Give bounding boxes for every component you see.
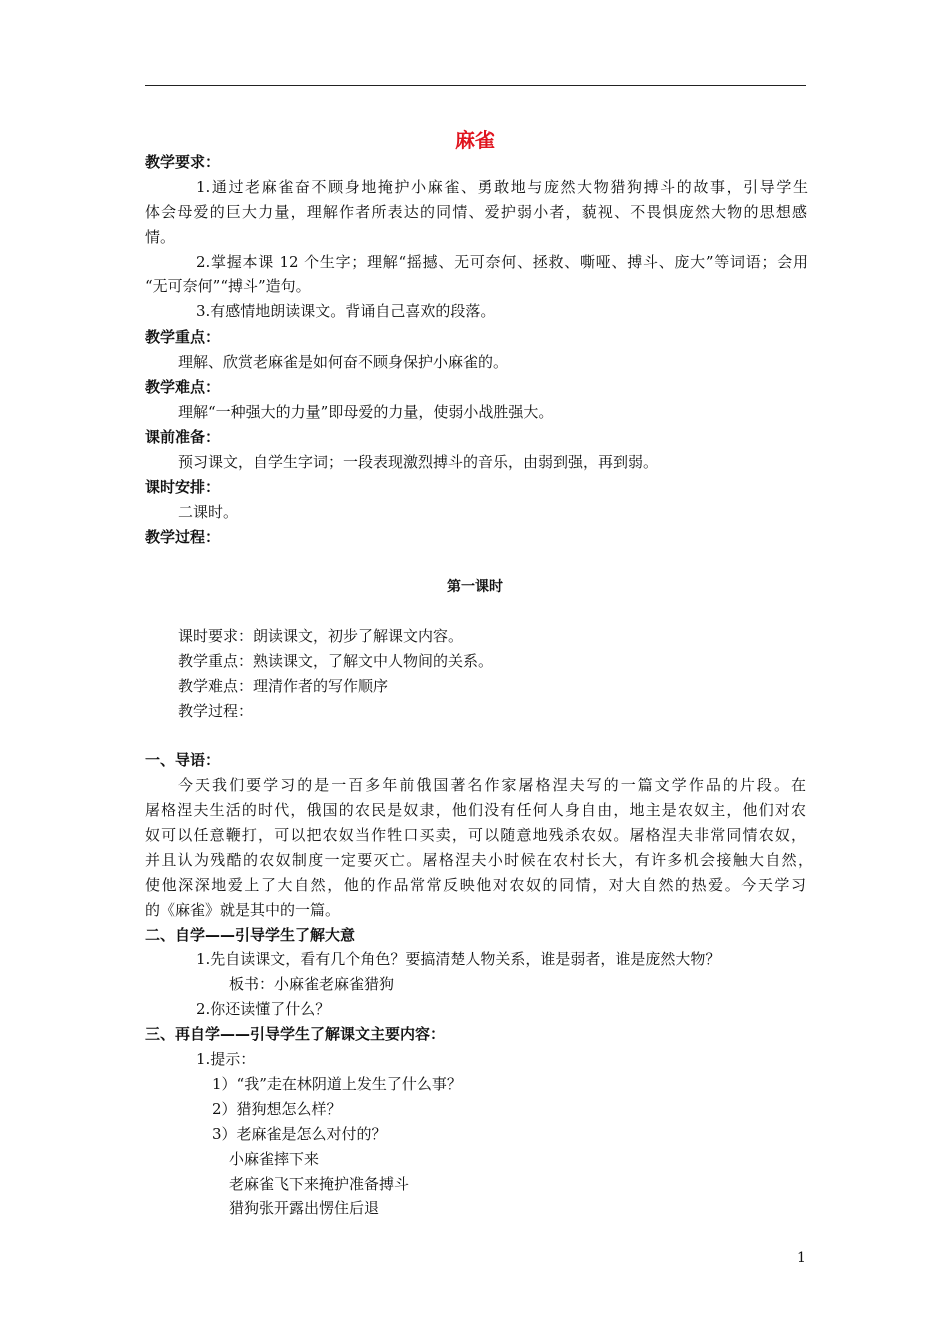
question-2: 2）猎狗想怎么样？ [212,1100,342,1118]
section-2-item-1: 1.先自读课文，看有几个角色？要搞清楚人物关系，谁是弱者，谁是庞然大物？ [196,950,721,968]
preparation-text: 预习课文，自学生字词；一段表现激烈搏斗的音乐，由弱到强，再到弱。 [178,453,659,471]
answer-line: 老麻雀飞下来掩护准备搏斗 [229,1175,410,1193]
page-number: 1 [797,1250,806,1266]
lesson-1-line: 课时要求：朗读课文，初步了解课文内容。 [178,627,464,645]
key-point-text: 理解、欣赏老麻雀是如何奋不顾身保护小麻雀的。 [178,353,509,371]
section-1-heading: 一、导语： [145,751,221,769]
section-1-line: 屠格涅夫生活的时代，俄国的农民是奴隶，他们没有任何人身自由，地主是农奴主，他们对农 [145,801,806,819]
lesson-1-line: 教学重点：熟读课文，了解文中人物间的关系。 [178,652,494,670]
difficulty-text: 理解“一种强大的力量”即母爱的力量，使弱小战胜强大。 [178,403,554,421]
section-1-line: 奴可以任意鞭打，可以把农奴当作牲口买卖，可以随意地残杀农奴。屠格涅夫非常同情农奴， [145,826,806,844]
goal-2-line-2: “无可奈何”“搏斗”造句。 [145,277,311,295]
process-heading: 教学过程： [145,528,221,546]
schedule-text: 二课时。 [178,503,239,521]
question-3: 3）老麻雀是怎么对付的？ [212,1125,387,1143]
section-1-line: 使他深深地爱上了大自然，他的作品常常反映他对农奴的同情，对大自然的热爱。今天学习 [145,876,806,894]
goals-heading: 教学要求： [145,153,221,171]
board-notes: 板书：小麻雀老麻雀猎狗 [229,975,395,993]
answer-line: 猎狗张开露出愣住后退 [229,1199,380,1217]
schedule-heading: 课时安排： [145,478,221,496]
lesson-1-heading: 第一课时 [447,579,503,595]
lesson-1-line: 教学过程： [178,702,254,720]
question-1: 1）“我”走在林阴道上发生了什么事？ [212,1075,462,1093]
goal-3: 3.有感情地朗读课文。背诵自己喜欢的段落。 [196,302,496,320]
lesson-1-line: 教学难点：理清作者的写作顺序 [178,677,389,695]
section-3-hint: 1.提示： [196,1050,256,1068]
goal-1-line-1: 1.通过老麻雀奋不顾身地掩护小麻雀、勇敢地与庞然大物猎狗搏斗的故事，引导学生 [196,178,808,196]
answer-line: 小麻雀摔下来 [229,1150,320,1168]
goal-1-line-2: 体会母爱的巨大力量，理解作者所表达的同情、爱护弱小者，藐视、不畏惧庞然大物的思想感 [145,203,807,221]
header-rule [145,85,806,86]
preparation-heading: 课前准备： [145,428,221,446]
key-point-heading: 教学重点： [145,328,221,346]
section-1-line: 并且认为残酷的农奴制度一定要灭亡。屠格涅夫小时候在农村长大，有许多机会接触大自然， [145,851,813,869]
section-1-line: 的《麻雀》就是其中的一篇。 [145,901,341,919]
difficulty-heading: 教学难点： [145,378,221,396]
document-title: 麻雀 [455,128,495,152]
section-1-line: 今天我们要学习的是一百多年前俄国著名作家屠格涅夫写的一篇文学作品的片段。在 [178,776,806,794]
section-3-heading: 三、再自学——引导学生了解课文主要内容： [145,1025,446,1043]
goal-1-line-3: 情。 [145,228,176,246]
section-2-heading: 二、自学——引导学生了解大意 [145,926,356,944]
goal-2-line-1: 2.掌握本课 12 个生字；理解“摇撼、无可奈何、拯救、嘶哑、搏斗、庞大”等词语；会用 [196,253,808,271]
section-2-item-2: 2.你还读懂了什么？ [196,1000,331,1018]
